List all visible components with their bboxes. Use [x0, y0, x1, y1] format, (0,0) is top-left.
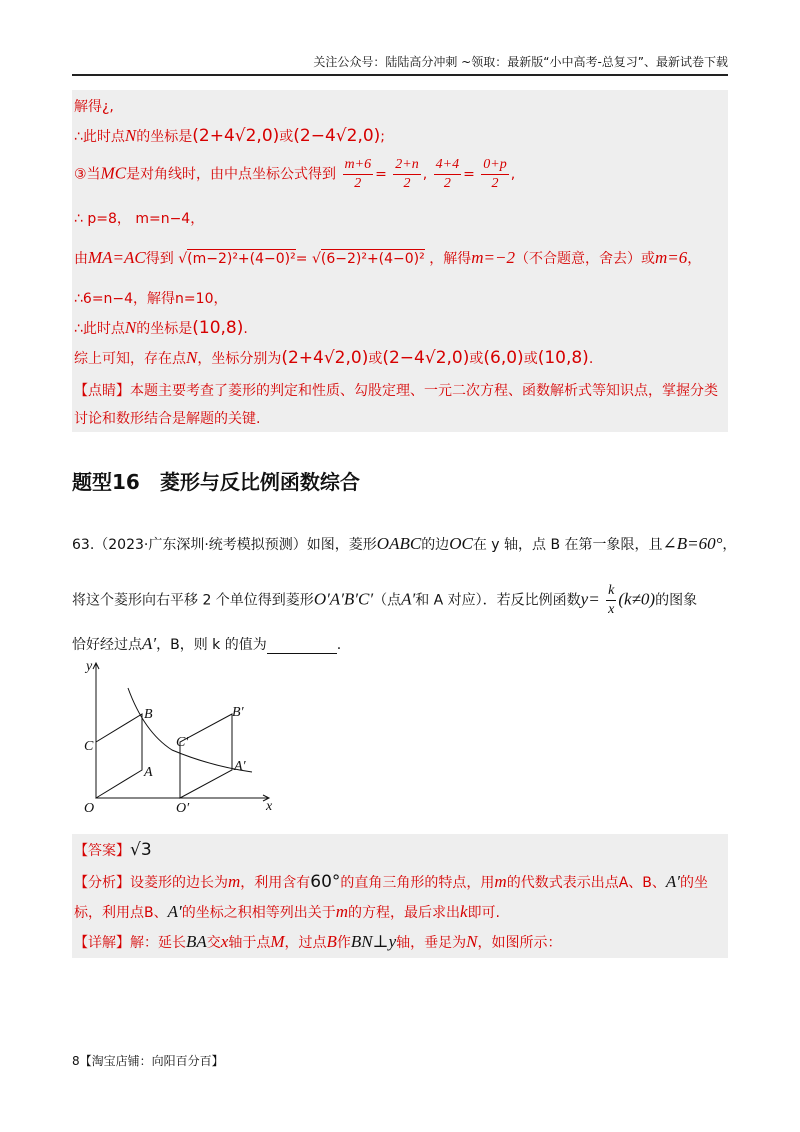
question-line-3: 恰好经过点A′，B，则 k 的值为 . — [72, 634, 342, 653]
label-o-prime: O′ — [176, 801, 190, 816]
rhombus-diagram — [72, 658, 292, 818]
answer-line-1: 解得¿, — [74, 99, 114, 115]
analysis-line-1: 【分析】设菱形的边长为m，利用含有60°的直角三角形的特点，用m的代数式表示出点A、B、A′的坐 — [74, 872, 708, 892]
question-line-2: 将这个菱形向右平移 2 个单位得到菱形O′A′B′C′（点A′和 A 对应）．若反比例函数y= $\frac{k}{x}$ (k≠0)的图象 — [72, 583, 698, 617]
answer-line-8: 综上可知，存在点N，坐标分别为(2+4√2,0)或(2−4√2,0)或(6,0)或(10,8). — [74, 348, 594, 368]
answer-line-5: 由MA=AC得到 √(m−2)²+(4−0)²= √(6−2)²+(4−0)² ，解得m=−2（不合题意，舍去）或m=6， — [74, 248, 702, 267]
solution-box — [72, 834, 728, 958]
question-line-1: 63.（2023·广东深圳·统考模拟预测）如图，菱形OABC的边OC在 y 轴，点 B 在第一象限，且∠B=60°， — [72, 534, 737, 553]
label-o: O — [84, 801, 95, 816]
rhombus-oabc — [96, 714, 142, 798]
section-title: 题型16 菱形与反比例函数综合 — [72, 470, 360, 494]
answer-line-2: ∴此时点N的坐标是(2+4√2,0)或(2−4√2,0); — [74, 126, 386, 146]
page-header: 关注公众号：陆陆高分冲刺 ~领取：最新版“小中高考-总复习”、最新试卷下载 — [72, 54, 728, 76]
label-b-prime: B′ — [232, 705, 244, 720]
sqrt-symbol-1: √ — [178, 251, 188, 267]
label-c: C — [84, 739, 94, 754]
answer-line-10: 讨论和数形结合是解题的关键. — [74, 411, 261, 427]
sqrt-symbol-2: √ — [311, 251, 321, 267]
label-a: A — [144, 765, 153, 780]
label-a-prime: A′ — [234, 759, 246, 774]
label-y: y — [86, 659, 93, 674]
label-c-prime: C′ — [176, 735, 189, 750]
label-b: B — [144, 707, 153, 722]
analysis-line-2: 标，利用点B、A′的坐标之积相等列出关于m的方程，最后求出k即可. — [74, 902, 500, 921]
answer-explanation-box — [72, 90, 728, 432]
label-x: x — [266, 799, 273, 814]
answer-line: 【答案】√3 — [74, 840, 152, 860]
answer-line-9: 【点睛】本题主要考查了菱形的判定和性质、勾股定理、一元二次方程、函数解析式等知识点，掌握分类 — [74, 383, 718, 399]
answer-line-3: ③当MC是对角线时，由中点坐标公式得到 $\frac{m+6}{2}$ = $\frac{2+n}{2}$ , $\frac{4+4}{2}$ = $\frac{0+p}{2}$ , — [74, 157, 516, 191]
page-footer: 8【淘宝店铺：向阳百分百】 — [72, 1054, 224, 1068]
answer-line-6: ∴6=n−4，解得n=10， — [74, 291, 228, 307]
answer-line-7: ∴此时点N的坐标是(10,8). — [74, 318, 248, 338]
answer-blank[interactable] — [267, 639, 337, 654]
detail-line-1: 【详解】解：延长BA交x轴于点M，过点B作BN⊥y轴，垂足为N，如图所示： — [74, 932, 562, 951]
answer-line-4: ∴ p=8， m=n−4， — [74, 211, 205, 227]
